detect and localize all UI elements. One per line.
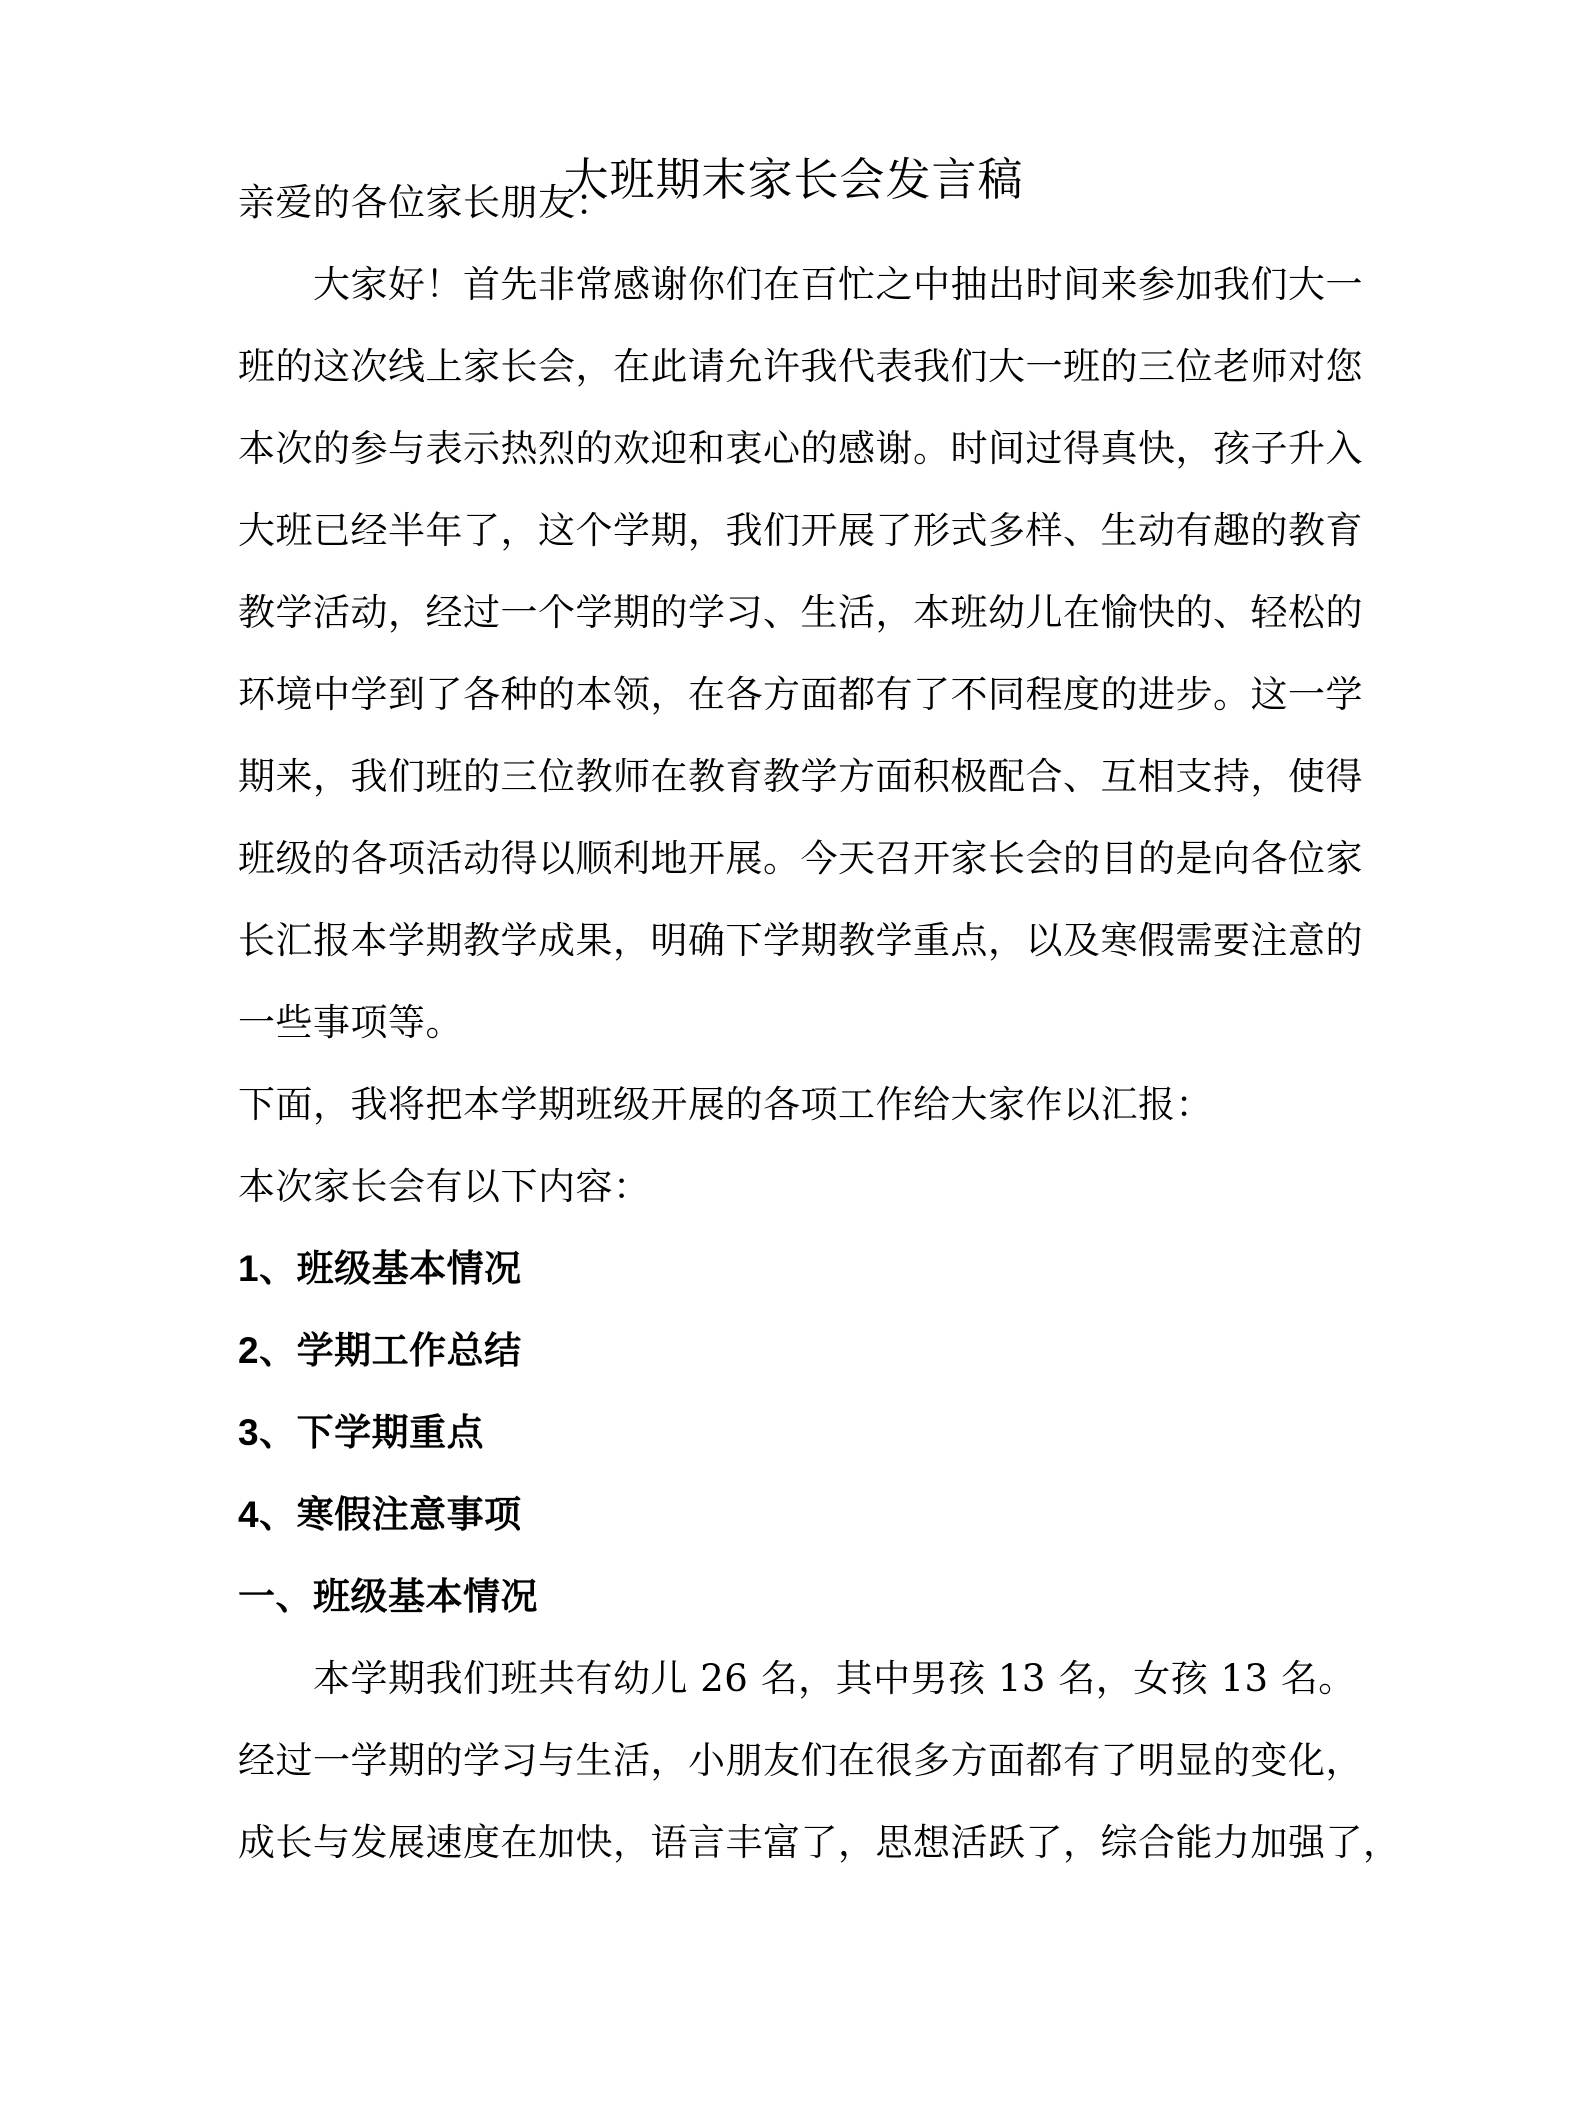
agenda-item — [238, 1326, 1348, 1376]
report-intro: 下面，我将把本学期班级开展的各项工作给大家作以汇报： — [238, 1083, 1213, 1126]
agenda-item — [238, 1408, 1348, 1458]
paragraph-line: 成长与发展速度在加快，语言丰富了，思想活跃了，综合能力加强了， — [238, 1821, 1401, 1864]
paragraph-line: 本学期我们班共有幼儿 26 名，其中男孩 13 名，女孩 13 名。 — [313, 1657, 1356, 1700]
agenda-item-label: 寒假注意事项 — [296, 1493, 522, 1536]
document-title: 大班期末家长会发言稿 — [563, 153, 1024, 206]
agenda-item — [238, 1490, 1348, 1540]
agenda-item-label: 下学期重点 — [296, 1411, 485, 1454]
paragraph-line: 长汇报本学期教学成果，明确下学期教学重点，以及寒假需要注意的 — [238, 919, 1363, 962]
paragraph-line: 期来，我们班的三位教师在教育教学方面积极配合、互相支持，使得 — [238, 755, 1363, 798]
agenda-intro: 本次家长会有以下内容： — [238, 1165, 651, 1208]
agenda-item-number: 1、 — [238, 1248, 297, 1289]
paragraph-line: 本次的参与表示热烈的欢迎和衷心的感谢。时间过得真快，孩子升入 — [238, 427, 1363, 470]
paragraph-line: 经过一学期的学习与生活，小朋友们在很多方面都有了明显的变化， — [238, 1739, 1363, 1782]
agenda-item-label: 学期工作总结 — [296, 1329, 522, 1372]
agenda-item — [238, 1244, 1348, 1294]
paragraph-line: 教学活动，经过一个学期的学习、生活，本班幼儿在愉快的、轻松的 — [238, 591, 1363, 634]
paragraph-line: 环境中学到了各种的本领，在各方面都有了不同程度的进步。这一学 — [238, 673, 1363, 716]
paragraph-line: 大班已经半年了，这个学期，我们开展了形式多样、生动有趣的教育 — [238, 509, 1363, 552]
paragraph-line: 一些事项等。 — [238, 1001, 463, 1044]
paragraph-line: 大家好！首先非常感谢你们在百忙之中抽出时间来参加我们大一 — [313, 263, 1363, 306]
agenda-item-number: 2、 — [238, 1330, 297, 1371]
section-heading: 一、班级基本情况 — [238, 1575, 538, 1618]
paragraph-line: 班的这次线上家长会，在此请允许我代表我们大一班的三位老师对您 — [238, 345, 1363, 388]
agenda-item-number: 4、 — [238, 1494, 297, 1535]
paragraph-line: 班级的各项活动得以顺利地开展。今天召开家长会的目的是向各位家 — [238, 837, 1363, 880]
agenda-item-label: 班级基本情况 — [296, 1247, 522, 1290]
greeting: 亲爱的各位家长朋友： — [238, 181, 613, 224]
agenda-item-number: 3、 — [238, 1412, 297, 1453]
